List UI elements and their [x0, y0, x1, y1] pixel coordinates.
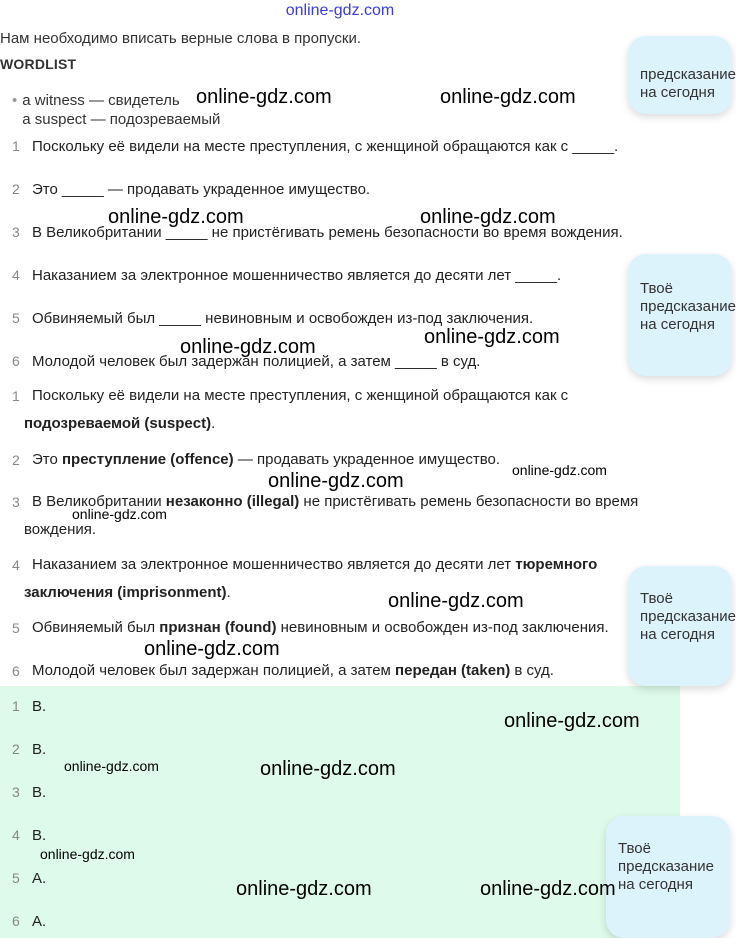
watermark: online-gdz.com [388, 590, 524, 612]
site-watermark-top: online-gdz.com [285, 2, 395, 19]
watermark: online-gdz.com [420, 206, 556, 228]
watermark: online-gdz.com [236, 878, 372, 900]
prediction-bubble[interactable]: Твоё предсказание на сегодня [628, 254, 732, 376]
watermark: online-gdz.com [424, 326, 560, 348]
prediction-bubble[interactable]: Твоё предсказание на сегодня [628, 566, 732, 686]
wordlist-item: • a witness — свидетель [12, 92, 180, 109]
watermark: online-gdz.com [480, 878, 616, 900]
wordlist-title: WORDLIST [0, 56, 77, 72]
watermark: online-gdz.com [260, 758, 396, 780]
bullet-icon: • [12, 92, 18, 109]
watermark: online-gdz.com [108, 206, 244, 228]
prediction-bubble[interactable]: Твоё предсказание на сегодня [606, 816, 730, 938]
watermark: online-gdz.com [440, 86, 576, 108]
prediction-bubble[interactable]: предсказание на сегодня [628, 36, 732, 114]
watermark: online-gdz.com [40, 846, 135, 862]
watermark: online-gdz.com [64, 758, 159, 774]
watermark: online-gdz.com [196, 86, 332, 108]
choices-section: 1 B. 2 B. 3 B. 4 B. 5 A. 6 A. [0, 686, 680, 938]
wordlist-item: a suspect — подозреваемый [22, 111, 221, 128]
intro-text: Нам необходимо вписать верные слова в пропуски. [0, 30, 361, 47]
watermark: online-gdz.com [72, 506, 167, 522]
watermark: online-gdz.com [504, 710, 640, 732]
watermark: online-gdz.com [180, 336, 316, 358]
watermark: online-gdz.com [144, 638, 280, 660]
watermark: online-gdz.com [512, 462, 607, 478]
watermark: online-gdz.com [268, 470, 404, 492]
